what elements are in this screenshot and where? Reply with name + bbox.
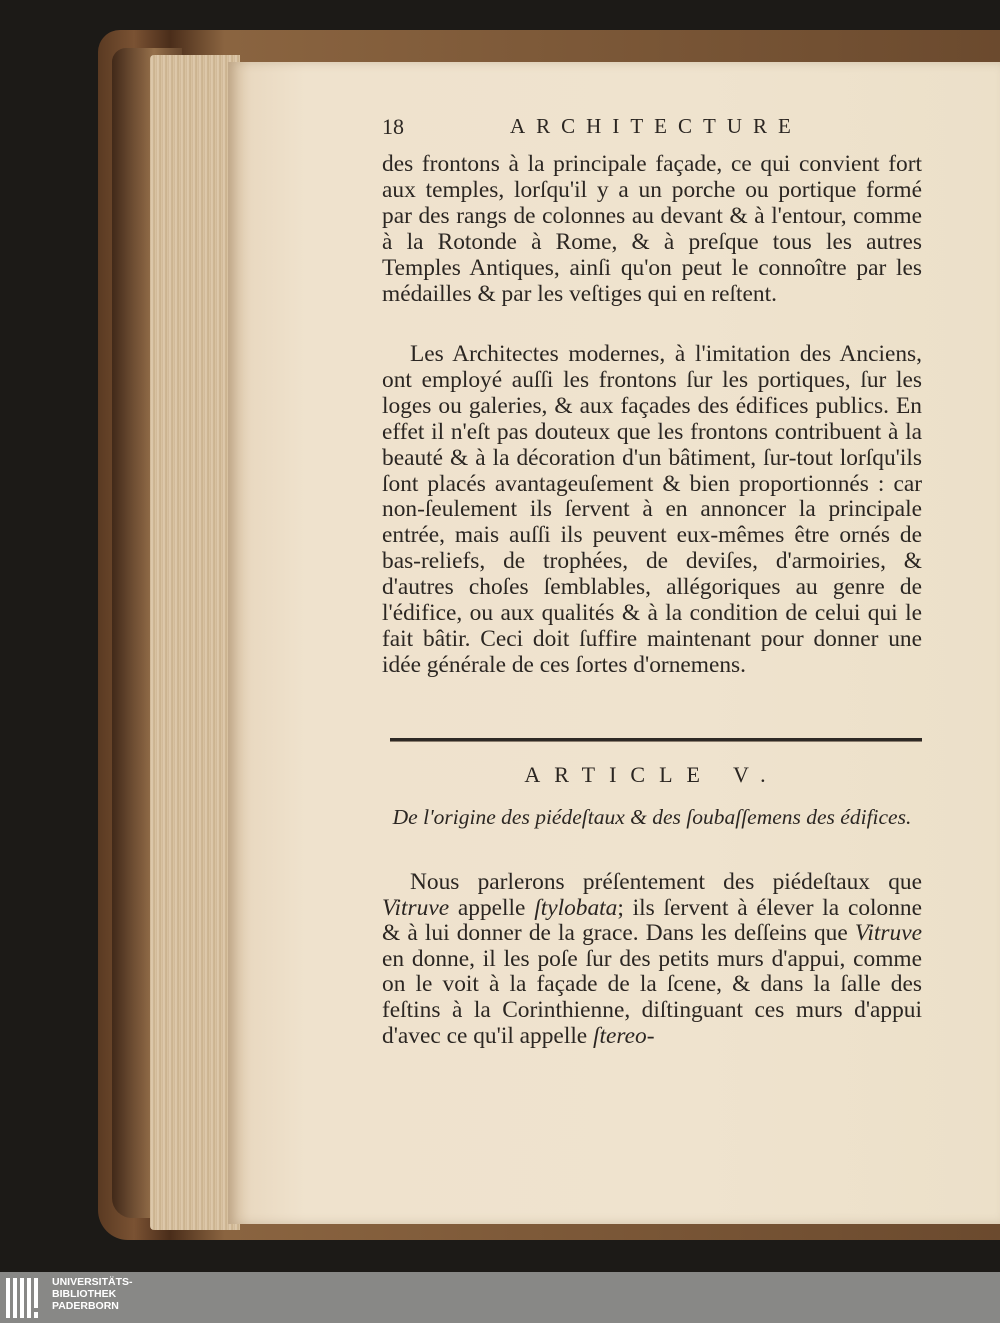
article-subtitle: De l'origine des piédeſtaux & des ſoubaſſemens des édifices. bbox=[392, 805, 912, 829]
logo-line-2: BIBLIOTHEK bbox=[52, 1288, 117, 1300]
paragraph-3-part-4: en donne, il les poſe ſur des petits murs d'appui, comme on le voit à la façade de la ſcene, & dans la ſalle des feſtins à la Corinthienne, diſtinguant ces murs d'appui d'avec ce qu'il appelle bbox=[382, 945, 922, 1049]
library-logo-text bbox=[52, 1276, 172, 1312]
paragraph-2-text: Les Architectes modernes, à l'imitation des Anciens, ont employé auſſi les frontons ſur les portiques, ſur les loges ou galeries, & aux façades des édifices publics. En effet il n'eſt pas douteux que les frontons contribuent à la beauté & à la décoration d'un bâtiment, ſur-tout lorſqu'ils ſont placés avantageuſement & bien proportionnés : car non-ſeulement ils ſervent à en annoncer la principale entrée, mais auſſi ils peuvent eux-mêmes être ornés de bas-reliefs, de trophées, de deviſes, d'armoiries, & d'autres choſes ſemblables, allégoriques au genre de l'édifice, ou aux qualités & à la condition de celui qui le fait bâtir. Ceci doit ſuffire maintenant pour donner une idée générale de ces ſortes d'ornemens. bbox=[382, 341, 922, 678]
paragraph-3-part-2: appelle bbox=[449, 894, 535, 921]
logo-line-3: PADERBORN bbox=[52, 1300, 119, 1312]
paragraph-3-part-1: Nous parlerons préſentement des piédeſtaux que bbox=[410, 869, 922, 895]
paragraph-3-text bbox=[382, 870, 922, 1049]
paragraph-3 bbox=[382, 870, 922, 1049]
paragraph-1 bbox=[382, 152, 922, 307]
paragraph-1-text: des frontons à la principale façade, ce qui convient fort aux temples, lorſqu'il y a un porche ou portique formé par des rangs de colonnes au devant & à l'entour, comme à la Rotonde à Rome, & à preſque tous les autres Temples Antiques, ainſi qu'on peut le connoître par les médailles & par les veſtiges qui en reſtent. bbox=[382, 151, 922, 307]
logo-line-1: UNIVERSITÄTS- bbox=[52, 1276, 133, 1288]
vitruve-name-1: Vitruve bbox=[382, 894, 450, 921]
stylobata-term: ſtylobata bbox=[534, 894, 618, 921]
library-logo-icon bbox=[6, 1278, 44, 1318]
vitruve-name-2: Vitruve bbox=[854, 920, 922, 947]
running-title: ARCHITECTURE bbox=[510, 114, 802, 138]
section-divider bbox=[390, 738, 922, 742]
stereo-term: ſtereo- bbox=[593, 1022, 655, 1049]
page-edges bbox=[150, 55, 240, 1230]
page-number: 18 bbox=[382, 114, 404, 139]
paragraph-3-part-3: ; ils ſervent à élever la colonne & à lui donner de la grace. Dans les deſſeins que bbox=[382, 894, 923, 947]
running-head bbox=[382, 114, 922, 144]
article-heading: ARTICLE V. bbox=[524, 762, 780, 787]
paragraph-2 bbox=[382, 342, 922, 679]
